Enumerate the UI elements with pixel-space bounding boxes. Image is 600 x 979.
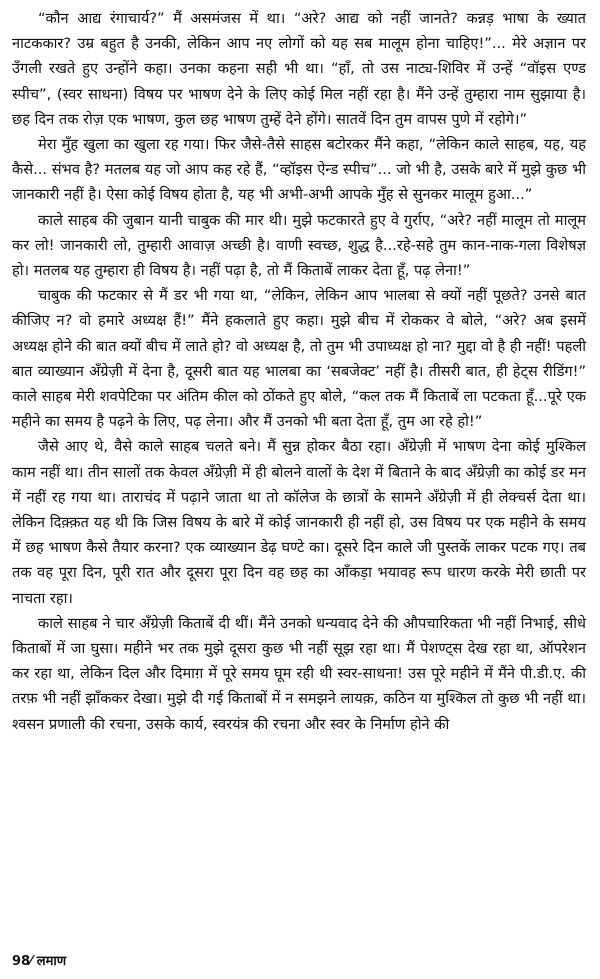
paragraph-1: “कौन आद्य रंगाचार्य?” मैं असमंजस में था। “अरे? आद्य को नहीं जानते? कन्नड़ भाषा के ख्यात नाटककार? उम्र बहुत है उनकी, लेकिन आप नए लोगों को यह सब मालूम होना चाहिए!”... मेरे अज्ञान पर उँगली रखते हुए उन्होंने कहा। उनका कहना सही भी था। “हाँ, तो उस नाट्य-शिविर में उन्हें “वॉइस एण्ड स्पीच”, (स्वर साधना) विषय पर भाषण देने के लिए कोई मिल नहीं रहा है। मैंने उन्हें तुम्हारा नाम सुझाया है। छह दिन तक रोज़ एक भाषण, कुल छह भाषण तुम्हें देने होंगे। सातवें दिन तुम वापस पुणे में रहोगे।” <box>12 10 586 128</box>
page-number: 98 <box>12 954 31 969</box>
book-title: लमाण <box>36 954 67 969</box>
paragraph-6: काले साहब ने चार अँग्रेज़ी किताबें दी थीं। मैंने उनको धन्यवाद देने की औपचारिकता भी नहीं निभाई, सीधे किताबों में जा घुसा। महीने भर तक मुझे दूसरा कुछ भी नहीं सूझ रहा था। मैं पेशण्ट्स देख रहा था, ऑपरेशन कर रहा था, लेकिन दिल और दिमाग़ में पूरे समय घूम रही थी स्वर-साधना! उस पूरे महीने में मैंने पी.डी.ए. की तरफ़ भी नहीं झाँककर देखा। मुझे दी गई किताबों में न समझने लायक़, कठिन या मुश्किल तो कुछ भी नहीं था। श्वसन प्रणाली की रचना, उसके कार्य, स्वरयंत्र की रचना और स्वर के निर्माण होने की <box>12 614 586 733</box>
paragraph-5: जैसे आए थे, वैसे काले साहब चलते बने। मैं सुन्न होकर बैठा रहा। अँग्रेज़ी में भाषण देना कोई मुश्किल काम नहीं था। तीन सालों तक केवल अँग्रेज़ी में ही बोलने वालों के देश में बिताने के बाद अँग्रेज़ी का कोई डर मन में नहीं रह गया था। ताराचंद में पढ़ाने जाता था तो कॉलेज के छात्रों के सामने अँग्रेज़ी में ही लेक्चर्स देता था। लेकिन दिक़्क़त यह थी कि जिस विषय के बारे में कोई जानकारी ही नहीं हो, उस विषय पर एक महीने के समय में छह भाषण कैसे तैयार करना? एक व्याख्यान डेढ़ घण्टे का। दूसरे दिन काले जी पुस्तकें लाकर पटक गए। तब तक वह पूरा दिन, पूरी रात और दूसरा पूरा दिन वह छह का आँकड़ा भयावह रूप धारण करके मेरी छाती पर नाचता रहा। <box>12 438 586 607</box>
body-text <box>12 6 586 737</box>
paragraph-3: काले साहब की जुबान यानी चाबुक की मार थी। मुझे फटकारते हुए वे गुर्राए, “अरे? नहीं मालूम तो मालूम कर लो! जानकारी लो, तुम्हारी आवाज़ अच्छी है। वाणी स्वच्छ, शुद्ध है...रहे-सहे तुम कान-नाक-गला विशेषज्ञ हो। मतलब यह तुम्हारा ही विषय है। नहीं पढ़ा है, तो मैं किताबें लाकर देता हूँ, पढ़ लेना!” <box>12 211 586 280</box>
footer-separator: ⁄ <box>30 954 33 969</box>
paragraph-2: मेरा मुँह खुला का खुला रह गया। फिर जैसे-तैसे साहस बटोरकर मैंने कहा, “लेकिन काले साहब, यह, यह कैसे... संभव है? मतलब यह जो आप कह रहे हैं, “व्हॉइस ऐन्ड स्पीच”... जो भी है, उसके बारे में मुझे कुछ भी जानकारी नहीं है। ऐसा कोई विषय होता है, यह भी अभी-अभी आपके मुँह से सुनकर मालूम हुआ...” <box>12 136 586 204</box>
page-footer <box>12 951 66 969</box>
paragraph-4: चाबुक की फटकार से मैं डर भी गया था, “लेकिन, लेकिन आप भालबा से क्यों नहीं पूछते? उनसे बात कीजिए न? वो हमारे अध्यक्ष हैं!” मैंने हकलाते हुए कहा। मुझे बीच में रोककर वे बोले, “अरे? अब इसमें अध्यक्ष होने की बात क्यों बीच में लाते हो? वो अध्यक्ष है, तो तुम भी उपाध्यक्ष हो ना? मुद्दा वो है ही नहीं! पहली बात व्याख्यान अँग्रेज़ी में देना है, दूसरी बात यह भालबा का ‘सबजेक्ट’ नहीं है। तीसरी बात, ही हेट्स रीडिंग!” काले साहब मेरी शवपेटिका पर अंतिम कील को ठोंकते हुए बोले, “कल तक मैं किताबें ला पटकता हूँ...पूरे एक महीने का समय है पढ़ने के लिए, पढ़ लेना। और मैं उनको भी बता देता हूँ, तुम आ रहे हो!” <box>12 287 586 431</box>
